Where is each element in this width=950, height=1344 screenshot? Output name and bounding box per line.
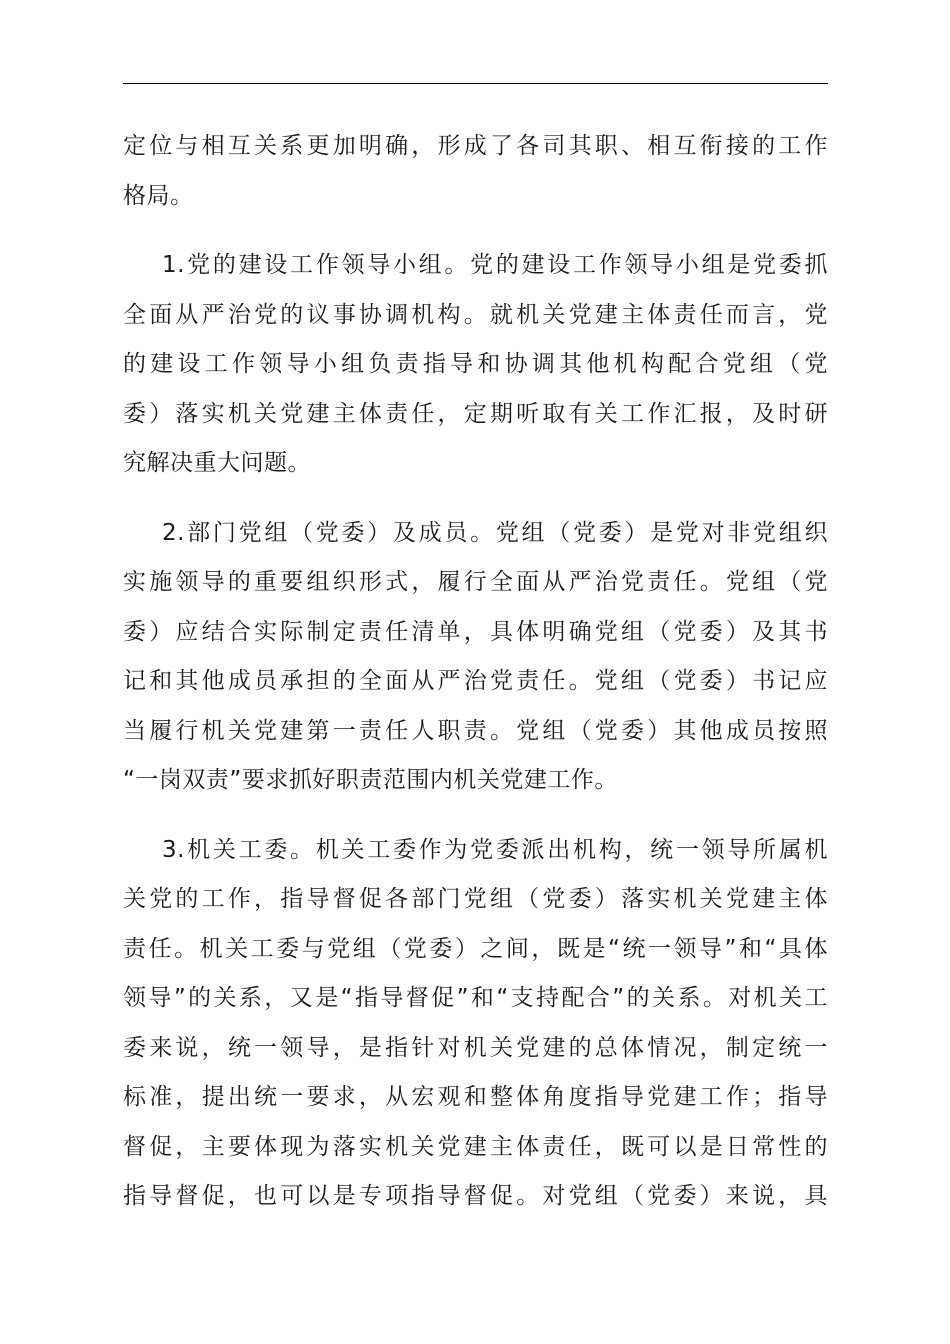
text-line: 究解决重大问题。 xyxy=(123,450,311,476)
text-line: 委来说，统一领导，是指针对机关党建的总体情况，制定统一 xyxy=(123,1034,828,1061)
text-line: 指导督促，也可以是专项指导督促。对党组（党委）来说，具 xyxy=(123,1183,828,1209)
header-rule xyxy=(123,83,828,84)
text-line: 1.党的建设工作领导小组。党的建设工作领导小组是党委抓 xyxy=(162,252,828,278)
text-line: 格局。 xyxy=(123,182,194,209)
paragraph xyxy=(123,122,828,221)
text-line: “一岗双责”要求抓好职责范围内机关党建工作。 xyxy=(123,767,618,793)
text-line: 的建设工作领导小组负责指导和协调其他机构配合党组（党 xyxy=(123,351,828,377)
paragraph xyxy=(123,509,828,806)
text-line: 责任。机关工委与党组（党委）之间，既是“统一领导”和“具体 xyxy=(123,935,828,962)
text-line: 领导”的关系，又是“指导督促”和“支持配合”的关系。对机关工 xyxy=(123,985,828,1011)
text-line: 2.部门党组（党委）及成员。党组（党委）是党对非党组织 xyxy=(162,519,828,546)
paragraph xyxy=(123,241,828,489)
text-line: 记和其他成员承担的全面从严治党责任。党组（党委）书记应 xyxy=(123,668,828,694)
text-line: 3.机关工委。机关工委作为党委派出机构，统一领导所属机 xyxy=(162,836,828,863)
paragraph xyxy=(123,826,828,1222)
text-line: 关党的工作，指导督促各部门党组（党委）落实机关党建主体 xyxy=(123,886,828,912)
text-line: 委）落实机关党建主体责任，定期听取有关工作汇报，及时研 xyxy=(123,400,828,427)
text-line: 全面从严治党的议事协调机构。就机关党建主体责任而言，党 xyxy=(123,301,828,328)
body-text xyxy=(123,122,828,1222)
text-line: 委）应结合实际制定责任清单，具体明确党组（党委）及其书 xyxy=(123,618,828,645)
text-line: 实施领导的重要组织形式，履行全面从严治党责任。党组（党 xyxy=(123,569,828,595)
text-line: 标准，提出统一要求，从宏观和整体角度指导党建工作；指导 xyxy=(123,1084,828,1110)
text-line: 定位与相互关系更加明确，形成了各司其职、相互衔接的工作 xyxy=(123,133,828,159)
text-line: 督促，主要体现为落实机关党建主体责任，既可以是日常性的 xyxy=(123,1133,828,1160)
text-line: 当履行机关党建第一责任人职责。党组（党委）其他成员按照 xyxy=(123,717,828,744)
